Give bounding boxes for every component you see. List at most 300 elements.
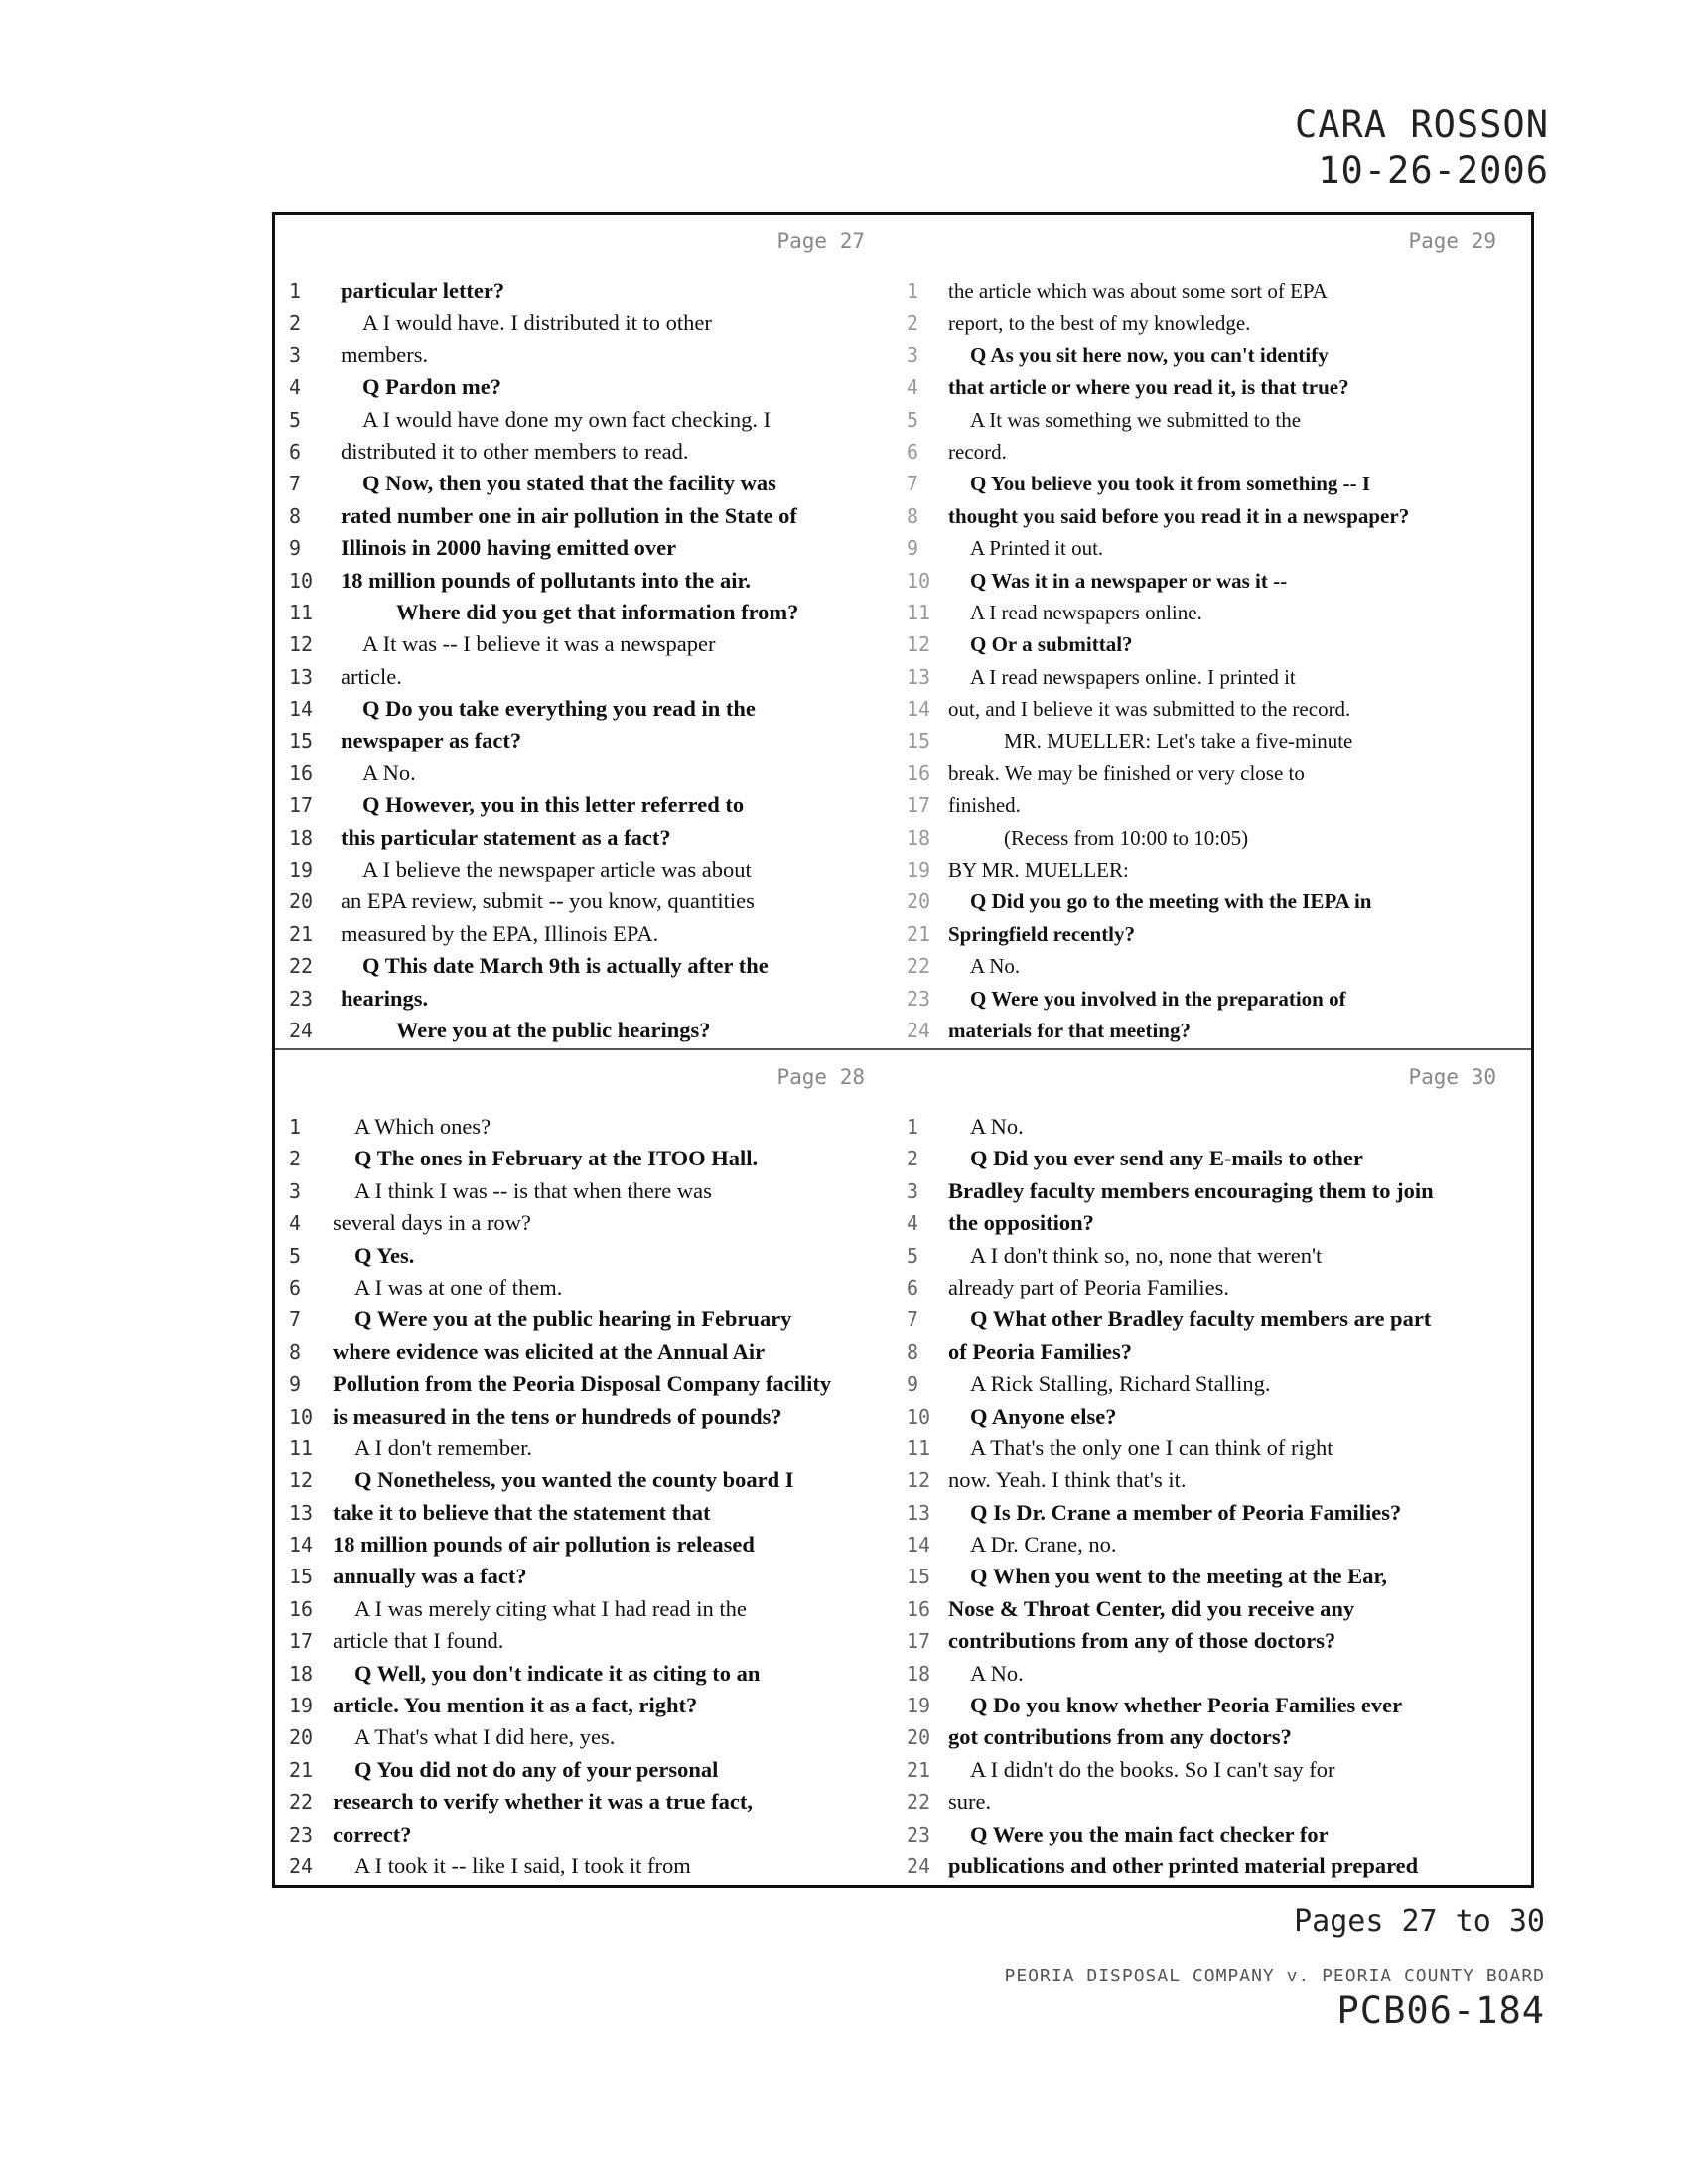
line-text: annually was a fact? xyxy=(333,1564,527,1589)
line-number: 19 xyxy=(907,858,931,883)
page-label: Page 29 xyxy=(1408,229,1496,253)
transcript-line xyxy=(275,1658,905,1690)
line-number: 14 xyxy=(289,697,314,722)
transcript-line xyxy=(907,1175,1536,1207)
line-number: 9 xyxy=(289,1372,302,1397)
line-number: 22 xyxy=(907,954,931,979)
line-number: 22 xyxy=(289,954,314,979)
line-text: Q Were you involved in the preparation of xyxy=(970,986,1346,1011)
line-text: Pollution from the Peoria Disposal Company facility xyxy=(333,1371,832,1397)
transcript-line xyxy=(907,1561,1536,1592)
transcript-line xyxy=(275,693,905,725)
line-text: Were you at the public hearings? xyxy=(396,1017,711,1042)
line-number: 6 xyxy=(907,439,919,464)
line-number: 24 xyxy=(289,1018,314,1042)
line-number: 14 xyxy=(907,1533,931,1558)
line-text: A I would have. I distributed it to other xyxy=(362,310,712,336)
line-number: 10 xyxy=(289,1404,314,1429)
transcript-line xyxy=(907,757,1536,789)
transcript-line xyxy=(907,1272,1536,1303)
line-text: A No. xyxy=(362,759,416,785)
transcript-line xyxy=(907,1850,1536,1882)
transcript-line xyxy=(907,1721,1536,1753)
line-number: 7 xyxy=(907,472,919,496)
line-text: Q Is Dr. Crane a member of Peoria Families? xyxy=(970,1499,1402,1525)
line-number: 11 xyxy=(289,1435,314,1460)
line-number: 6 xyxy=(289,1275,302,1299)
transcript-line xyxy=(275,597,905,628)
line-text: (Recess from 10:00 to 10:05) xyxy=(1004,825,1249,850)
transcript-line xyxy=(907,1111,1536,1143)
line-number: 5 xyxy=(289,1243,302,1268)
line-text: A It was something we submitted to the xyxy=(970,407,1302,432)
transcript-line xyxy=(907,340,1536,371)
line-text: thought you said before you read it in a newspaper? xyxy=(948,503,1410,528)
line-number: 24 xyxy=(289,1853,314,1878)
line-number: 6 xyxy=(907,1275,919,1299)
line-text: distributed it to other members to read. xyxy=(341,438,689,464)
line-number: 3 xyxy=(907,1178,919,1203)
line-text: Q Did you ever send any E-mails to other xyxy=(970,1146,1363,1171)
line-number: 2 xyxy=(907,1147,919,1171)
line-number: 4 xyxy=(907,1211,919,1236)
transcript-line xyxy=(907,789,1536,821)
line-number: 7 xyxy=(289,1307,302,1332)
line-number: 13 xyxy=(289,1500,314,1525)
line-number: 1 xyxy=(289,279,302,303)
line-number: 13 xyxy=(907,1500,931,1525)
line-number: 21 xyxy=(289,1757,314,1782)
line-text: hearings. xyxy=(341,985,429,1011)
line-text: A I read newspapers online. xyxy=(970,600,1202,624)
line-text: A I was merely citing what I had read in the xyxy=(354,1595,747,1621)
line-number: 8 xyxy=(907,503,919,528)
transcript-line xyxy=(275,1272,905,1303)
line-number: 18 xyxy=(907,1661,931,1686)
transcript-line xyxy=(907,1143,1536,1174)
line-number: 10 xyxy=(289,568,314,593)
line-text: already part of Peoria Families. xyxy=(948,1274,1230,1299)
line-text: Q Yes. xyxy=(354,1242,415,1268)
transcript-line xyxy=(907,1015,1536,1046)
line-number: 5 xyxy=(289,407,302,432)
transcript-line xyxy=(907,1433,1536,1464)
line-text: A I believe the newspaper article was about xyxy=(362,857,752,883)
line-number: 24 xyxy=(907,1853,931,1878)
transcript-line xyxy=(275,822,905,854)
line-number: 12 xyxy=(907,1468,931,1493)
transcript-line xyxy=(275,340,905,371)
transcript-line xyxy=(275,1368,905,1400)
line-number: 17 xyxy=(289,1629,314,1654)
transcript-line xyxy=(275,918,905,950)
transcript-line xyxy=(907,1368,1536,1400)
line-text: an EPA review, submit -- you know, quantities xyxy=(341,888,755,914)
line-text: Q However, you in this letter referred to xyxy=(362,792,745,818)
transcript-line xyxy=(907,468,1536,499)
line-text: this particular statement as a fact? xyxy=(341,824,671,850)
transcript-line xyxy=(275,1015,905,1046)
line-text: Q You believe you took it from something -- I xyxy=(970,472,1371,496)
page-label: Page 30 xyxy=(1408,1065,1496,1089)
transcript-line xyxy=(275,854,905,886)
transcript-line xyxy=(275,725,905,756)
transcript-line xyxy=(275,565,905,597)
line-text: correct? xyxy=(333,1821,412,1846)
transcript-line xyxy=(907,1658,1536,1690)
line-number: 9 xyxy=(907,536,919,561)
line-text: Illinois in 2000 having emitted over xyxy=(341,535,677,561)
transcript-line xyxy=(275,404,905,436)
transcript-line xyxy=(275,1721,905,1753)
line-number: 11 xyxy=(907,1435,931,1460)
line-number: 21 xyxy=(907,1757,931,1782)
transcript-lines xyxy=(275,275,905,1046)
transcript-line xyxy=(275,950,905,982)
line-number: 9 xyxy=(907,1372,919,1397)
line-text: now. Yeah. I think that's it. xyxy=(948,1467,1187,1493)
line-number: 12 xyxy=(289,1468,314,1493)
line-number: 9 xyxy=(289,536,302,561)
line-text: A I would have done my own fact checking. I xyxy=(362,406,772,432)
line-number: 15 xyxy=(289,729,314,753)
line-text: research to verify whether it was a true fact, xyxy=(333,1789,753,1815)
transcript-page-29 xyxy=(907,215,1536,1049)
line-text: finished. xyxy=(948,793,1021,818)
transcript-line xyxy=(275,371,905,403)
line-text: members. xyxy=(341,341,429,367)
line-text: materials for that meeting? xyxy=(948,1018,1191,1042)
line-text: publications and other printed material prepared xyxy=(948,1852,1419,1878)
line-number: 20 xyxy=(289,889,314,914)
transcript-line xyxy=(907,1625,1536,1657)
transcript-line xyxy=(275,983,905,1015)
line-number: 3 xyxy=(289,342,302,367)
transcript-line xyxy=(275,275,905,307)
line-text: where evidence was elicited at the Annual Air xyxy=(333,1338,766,1364)
line-number: 5 xyxy=(907,407,919,432)
line-text: A Printed it out. xyxy=(970,536,1104,561)
line-text: newspaper as fact? xyxy=(341,728,522,753)
line-number: 5 xyxy=(907,1243,919,1268)
transcript-line xyxy=(275,1593,905,1625)
transcript-line xyxy=(907,1819,1536,1850)
line-text: Q The ones in February at the ITOO Hall. xyxy=(354,1146,759,1171)
line-number: 21 xyxy=(907,921,931,946)
transcript-line xyxy=(907,597,1536,628)
transcript-line xyxy=(275,1529,905,1561)
transcript-line xyxy=(275,886,905,917)
line-text: rated number one in air pollution in the State of xyxy=(341,502,797,528)
line-text: A That's the only one I can think of right xyxy=(970,1434,1333,1460)
transcript-line xyxy=(907,918,1536,950)
line-text: report, to the best of my knowledge. xyxy=(948,311,1251,336)
transcript-line xyxy=(275,789,905,821)
line-number: 11 xyxy=(907,600,931,624)
transcript-line xyxy=(907,565,1536,597)
line-number: 22 xyxy=(289,1790,314,1815)
line-text: A No. xyxy=(970,1114,1024,1139)
transcript-line xyxy=(275,757,905,789)
line-text: article. xyxy=(341,663,402,689)
line-number: 1 xyxy=(907,1115,919,1139)
line-text: Q Did you go to the meeting with the IEPA in xyxy=(970,889,1372,914)
line-number: 7 xyxy=(289,472,302,496)
transcript-line xyxy=(907,1207,1536,1239)
transcript-line xyxy=(275,1207,905,1239)
line-number: 20 xyxy=(907,1725,931,1750)
page-label: Page 28 xyxy=(776,1065,865,1089)
line-text: Q Do you know whether Peoria Families ever xyxy=(970,1693,1403,1718)
line-text: BY MR. MUELLER: xyxy=(948,858,1129,883)
line-number: 15 xyxy=(907,1565,931,1589)
line-text: Q Now, then you stated that the facility was xyxy=(362,471,776,496)
line-number: 17 xyxy=(907,1629,931,1654)
line-number: 12 xyxy=(907,632,931,657)
page-label: Page 27 xyxy=(776,229,865,253)
transcript-line xyxy=(275,500,905,532)
line-text: particular letter? xyxy=(341,278,505,303)
line-number: 19 xyxy=(907,1694,931,1718)
line-text: contributions from any of those doctors? xyxy=(948,1628,1336,1654)
transcript-line xyxy=(275,1111,905,1143)
line-number: 18 xyxy=(289,825,314,850)
line-number: 8 xyxy=(907,1339,919,1364)
line-text: article that I found. xyxy=(333,1628,504,1654)
line-text: is measured in the tens or hundreds of pounds? xyxy=(333,1403,782,1429)
line-number: 17 xyxy=(907,793,931,818)
transcript-page-27 xyxy=(275,215,905,1049)
line-number: 20 xyxy=(907,889,931,914)
transcript-line xyxy=(907,275,1536,307)
transcript-lines xyxy=(275,1111,905,1882)
line-number: 23 xyxy=(907,986,931,1011)
line-text: Q Or a submittal? xyxy=(970,632,1133,657)
transcript-line xyxy=(907,628,1536,660)
line-number: 4 xyxy=(907,375,919,400)
line-text: article. You mention it as a fact, right? xyxy=(333,1693,698,1718)
transcript-line xyxy=(907,436,1536,468)
line-number: 6 xyxy=(289,439,302,464)
case-name: PEORIA DISPOSAL COMPANY v. PEORIA COUNTY BOARD xyxy=(1004,1966,1545,1986)
line-number: 7 xyxy=(907,1307,919,1332)
line-text: A Rick Stalling, Richard Stalling. xyxy=(970,1371,1271,1397)
line-text: A No. xyxy=(970,954,1021,979)
transcript-line xyxy=(275,1497,905,1529)
line-text: the opposition? xyxy=(948,1210,1094,1236)
transcript-line xyxy=(907,500,1536,532)
line-text: the article which was about some sort of EPA xyxy=(948,279,1328,303)
line-number: 13 xyxy=(907,664,931,689)
transcript-line xyxy=(275,1819,905,1850)
line-number: 21 xyxy=(289,921,314,946)
transcript-line xyxy=(907,1240,1536,1272)
line-number: 8 xyxy=(289,503,302,528)
transcript-line xyxy=(907,1497,1536,1529)
line-text: A Which ones? xyxy=(354,1114,491,1139)
line-number: 17 xyxy=(289,793,314,818)
transcript-line xyxy=(275,468,905,499)
line-number: 2 xyxy=(289,311,302,336)
line-text: Q Were you the main fact checker for xyxy=(970,1821,1329,1846)
transcript-line xyxy=(275,1303,905,1335)
line-number: 16 xyxy=(907,1596,931,1621)
line-text: Q Do you take everything you read in the xyxy=(362,696,756,722)
line-number: 18 xyxy=(289,1661,314,1686)
transcript-line xyxy=(907,307,1536,339)
line-text: out, and I believe it was submitted to the record. xyxy=(948,697,1351,722)
line-text: Springfield recently? xyxy=(948,921,1136,946)
line-text: Q What other Bradley faculty members are part xyxy=(970,1306,1432,1332)
line-text: 18 million pounds of air pollution is released xyxy=(333,1532,755,1558)
line-text: A I was at one of them. xyxy=(354,1274,563,1299)
transcript-line xyxy=(907,404,1536,436)
transcript-lines xyxy=(907,1111,1536,1882)
line-text: measured by the EPA, Illinois EPA. xyxy=(341,920,659,946)
line-text: A I don't think so, no, none that weren't xyxy=(970,1242,1323,1268)
deposition-date: 10-26-2006 xyxy=(1318,149,1549,192)
transcript-line xyxy=(907,1690,1536,1721)
transcript-line xyxy=(907,822,1536,854)
line-number: 3 xyxy=(907,342,919,367)
line-number: 12 xyxy=(289,632,314,657)
line-number: 4 xyxy=(289,375,302,400)
transcript-line xyxy=(275,1754,905,1786)
transcript-line xyxy=(275,1561,905,1592)
line-text: take it to believe that the statement that xyxy=(333,1499,711,1525)
transcript-line xyxy=(275,1336,905,1368)
line-number: 16 xyxy=(289,760,314,785)
transcript-line xyxy=(275,532,905,564)
transcript-line xyxy=(275,1401,905,1433)
line-number: 15 xyxy=(907,729,931,753)
line-number: 15 xyxy=(289,1565,314,1589)
line-text: A No. xyxy=(970,1660,1024,1686)
line-text: Q When you went to the meeting at the Ear, xyxy=(970,1564,1387,1589)
line-number: 13 xyxy=(289,664,314,689)
line-number: 16 xyxy=(907,760,931,785)
line-number: 24 xyxy=(907,1018,931,1042)
transcript-line xyxy=(275,1625,905,1657)
transcript-line xyxy=(275,1240,905,1272)
line-number: 16 xyxy=(289,1596,314,1621)
transcript-page-30 xyxy=(907,1051,1536,1885)
line-number: 23 xyxy=(907,1822,931,1846)
line-text: A I think I was -- is that when there was xyxy=(354,1177,712,1203)
line-text: A I took it -- like I said, I took it from xyxy=(354,1852,691,1878)
line-text: Q Anyone else? xyxy=(970,1403,1117,1429)
line-text: A That's what I did here, yes. xyxy=(354,1724,616,1750)
line-text: A It was -- I believe it was a newspaper xyxy=(362,631,716,657)
line-text: break. We may be finished or very close to xyxy=(948,760,1305,785)
transcript-line xyxy=(275,661,905,693)
transcript-line xyxy=(907,950,1536,982)
transcript-line xyxy=(907,1754,1536,1786)
line-text: of Peoria Families? xyxy=(948,1338,1132,1364)
transcript-line xyxy=(907,532,1536,564)
line-text: Bradley faculty members encouraging them to join xyxy=(948,1177,1434,1203)
transcript-line xyxy=(907,1786,1536,1818)
transcript-line xyxy=(275,1850,905,1882)
line-text: A I didn't do the books. So I can't say for xyxy=(970,1756,1335,1782)
line-number: 23 xyxy=(289,1822,314,1846)
transcript-line xyxy=(907,1303,1536,1335)
line-number: 1 xyxy=(907,279,919,303)
line-number: 14 xyxy=(289,1533,314,1558)
line-text: Q Were you at the public hearing in February xyxy=(354,1306,792,1332)
transcript-line xyxy=(907,1464,1536,1496)
transcript-line xyxy=(907,886,1536,917)
transcript-line xyxy=(275,1464,905,1496)
transcript-line xyxy=(275,1143,905,1174)
transcript-line xyxy=(907,661,1536,693)
line-text: got contributions from any doctors? xyxy=(948,1724,1292,1750)
transcript-line xyxy=(907,371,1536,403)
transcript-line xyxy=(275,1175,905,1207)
line-number: 1 xyxy=(289,1115,302,1139)
transcript-line xyxy=(275,307,905,339)
line-text: that article or where you read it, is that true? xyxy=(948,375,1349,400)
line-number: 19 xyxy=(289,1694,314,1718)
line-number: 14 xyxy=(907,697,931,722)
line-text: record. xyxy=(948,439,1007,464)
line-text: Q You did not do any of your personal xyxy=(354,1756,719,1782)
transcript-page-28 xyxy=(275,1051,905,1885)
line-text: Q Nonetheless, you wanted the county board I xyxy=(354,1467,794,1493)
line-number: 18 xyxy=(907,825,931,850)
line-text: A I don't remember. xyxy=(354,1434,533,1460)
line-number: 3 xyxy=(289,1178,302,1203)
line-number: 8 xyxy=(289,1339,302,1364)
line-number: 23 xyxy=(289,986,314,1011)
line-number: 19 xyxy=(289,858,314,883)
line-number: 2 xyxy=(289,1147,302,1171)
line-number: 2 xyxy=(907,311,919,336)
transcript-frame xyxy=(272,212,1534,1888)
line-text: Nose & Throat Center, did you receive any xyxy=(948,1595,1355,1621)
transcript-line xyxy=(907,854,1536,886)
transcript-line xyxy=(275,628,905,660)
line-text: Where did you get that information from? xyxy=(396,599,799,624)
transcript-line xyxy=(907,1529,1536,1561)
line-number: 10 xyxy=(907,568,931,593)
witness-name: CARA ROSSON xyxy=(1294,103,1549,146)
line-number: 20 xyxy=(289,1725,314,1750)
case-number: PCB06-184 xyxy=(1336,1989,1545,2032)
line-text: MR. MUELLER: Let's take a five-minute xyxy=(1004,729,1353,753)
line-text: A Dr. Crane, no. xyxy=(970,1532,1117,1558)
line-text: 18 million pounds of pollutants into the air. xyxy=(341,567,752,593)
line-text: A I read newspapers online. I printed it xyxy=(970,664,1296,689)
line-number: 4 xyxy=(289,1211,302,1236)
line-text: several days in a row? xyxy=(333,1210,531,1236)
line-text: Q Was it in a newspaper or was it -- xyxy=(970,568,1288,593)
transcript-line xyxy=(907,725,1536,756)
transcript-line xyxy=(907,1336,1536,1368)
line-number: 10 xyxy=(907,1404,931,1429)
transcript-lines xyxy=(907,275,1536,1046)
transcript-line xyxy=(275,1786,905,1818)
line-text: Q Pardon me? xyxy=(362,374,501,400)
pages-range: Pages 27 to 30 xyxy=(1294,1904,1545,1939)
transcript-line xyxy=(907,1593,1536,1625)
transcript-line xyxy=(275,1690,905,1721)
transcript-line xyxy=(907,693,1536,725)
line-number: 11 xyxy=(289,600,314,624)
line-text: Q This date March 9th is actually after the xyxy=(362,953,769,979)
transcript-line xyxy=(907,983,1536,1015)
line-number: 22 xyxy=(907,1790,931,1815)
